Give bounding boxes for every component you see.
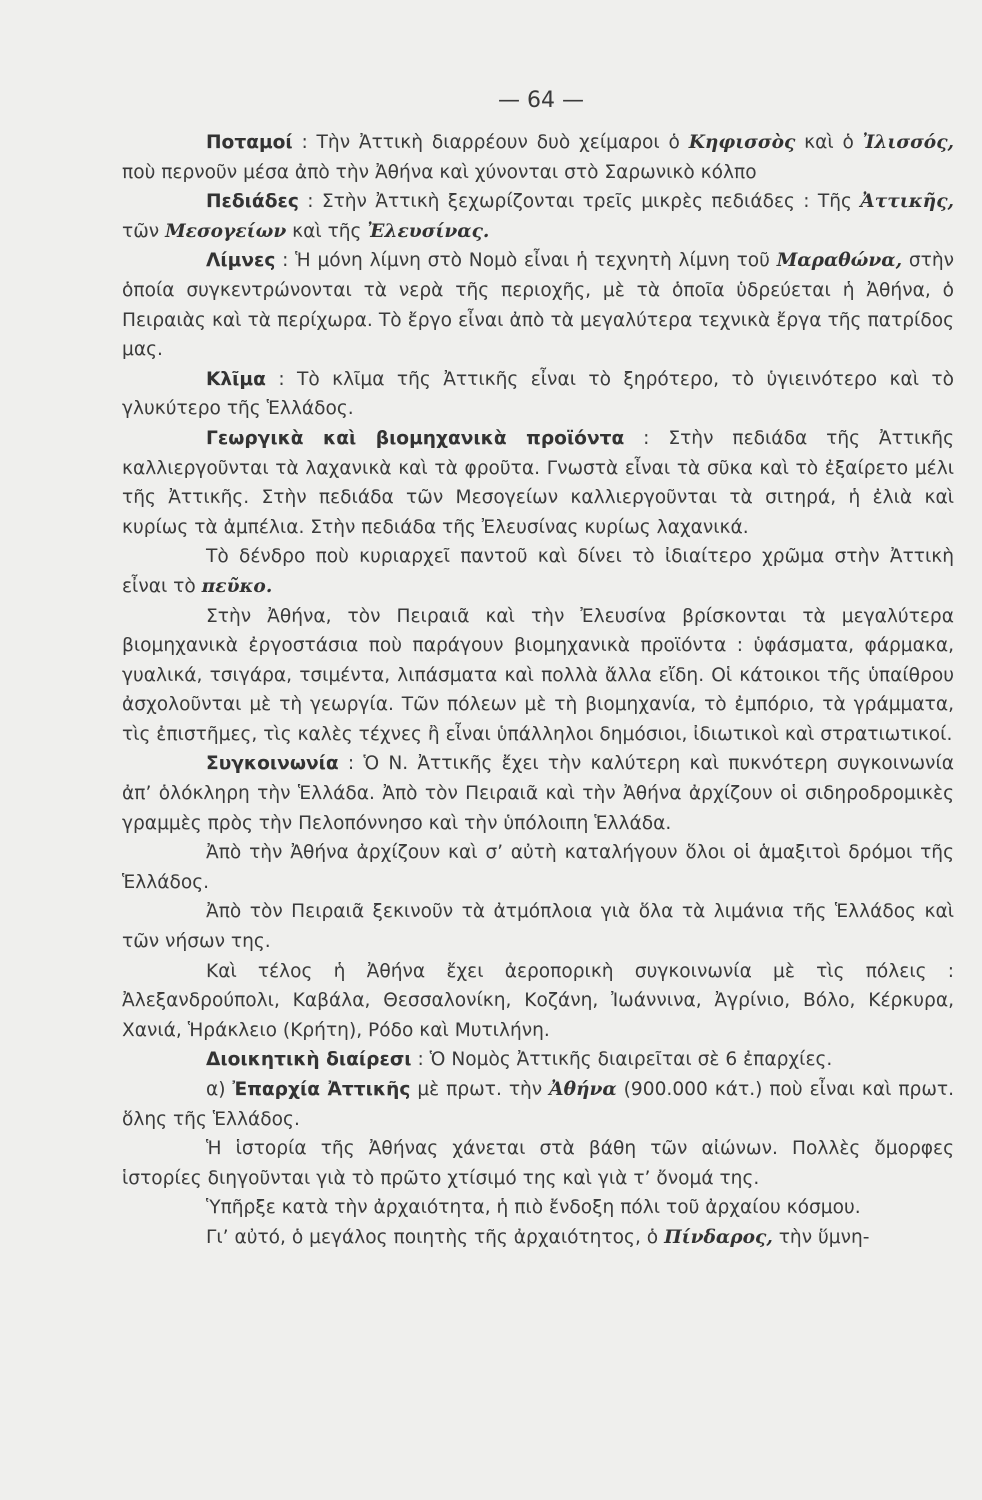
emphasized-term: Ἰλισσός,	[862, 132, 954, 153]
paragraph	[122, 187, 954, 246]
paragraph-text: : Ὁ Ν. Ἀττικῆς ἔχει τὴν καλύτερη καὶ πυκνότερη συγκοινωνία ἀπ’ ὁλόκληρη τὴν Ἑλλάδα. Ἀπὸ τὸν Πειραιᾶ καὶ τὴν Ἀθήνα ἀρχίζουν οἱ σιδηροδρομικὲς γραμμὲς πρὸς τὴν Πελοπόννησο καὶ τὴν ὑπόλοιπη Ἑλλάδα.	[122, 753, 954, 834]
paragraph	[122, 1223, 954, 1253]
section-heading: Γεωργικὰ καὶ βιομηχανικὰ προϊόντα	[206, 427, 625, 449]
paragraph-text: : Ἡ μόνη λίμνη στὸ Νομὸ εἶναι ἡ τεχνητὴ λίμνη τοῦ	[275, 250, 777, 272]
page-text	[122, 128, 954, 1253]
paragraph-text: Ἡ ἱστορία τῆς Ἀθήνας χάνεται στὰ βάθη τῶν αἰώνων. Πολλὲς ὄμορφες ἱστορίες διηγοῦνται γιὰ τὸ πρῶτο χτίσιμό της καὶ γιὰ τ’ ὄνομά της.	[122, 1138, 954, 1189]
paragraph-text: τὴν ὕμνη-	[772, 1226, 870, 1248]
emphasized-term: Ἀθήνα	[549, 1079, 617, 1100]
paragraph-text: ποὺ περνοῦν μέσα ἀπὸ τὴν Ἀθήνα καὶ χύνονται στὸ Σαρωνικὸ κόλπο	[122, 161, 757, 183]
section-heading: Ποταμοί	[206, 132, 293, 153]
section-heading: Κλῖμα	[206, 368, 266, 390]
paragraph	[122, 897, 954, 956]
paragraph	[122, 602, 954, 750]
paragraph	[122, 1193, 954, 1223]
section-heading: Διοικητικὴ διαίρεσι	[206, 1049, 412, 1071]
paragraph	[122, 246, 954, 364]
paragraph-text: Τὸ δένδρο ποὺ κυριαρχεῖ παντοῦ καὶ δίνει τὸ ἰδιαίτερο χρῶμα στὴν Ἀττικὴ εἶναι τὸ	[122, 546, 954, 597]
paragraph-text: καὶ τῆς	[286, 220, 368, 242]
section-heading: Ἐπαρχία Ἀττικῆς	[232, 1079, 411, 1100]
paragraph-text: α)	[206, 1079, 233, 1100]
paragraph	[122, 838, 954, 897]
emphasized-term: Πίνδαρος,	[664, 1226, 773, 1248]
paragraph	[122, 542, 954, 601]
page-number: — 64 —	[498, 88, 584, 113]
paragraph	[122, 957, 954, 1046]
paragraph-text: Στὴν Ἀθήνα, τὸν Πειραιᾶ καὶ τὴν Ἐλευσίνα βρίσκονται τὰ μεγαλύτερα βιομηχανικὰ ἐργοστάσια ποὺ παράγουν βιομηχανικὰ προϊόντα : ὑφάσματα, φάρμακα, γυαλικά, τσιγάρα, τσιμέντα, λιπάσματα καὶ πολλὰ ἄλλα εἴδη. Οἱ κάτοικοι τῆς ὑπαίθρου ἀσχολοῦνται μὲ τὴ γεωργία. Τῶν πόλεων μὲ τὴ βιομηχανία, τὸ ἐμπόριο, τὰ γράμματα, τὶς ἐπιστῆμες, τὶς καλὲς τέχνες ἢ εἶναι ὑπάλληλοι δημόσιοι, ἰδιωτικοὶ καὶ στρατιωτικοί.	[122, 605, 954, 745]
emphasized-term: Κηφισσὸς	[688, 132, 796, 153]
paragraph-text: : Στὴν Ἀττικὴ ξεχωρίζονται τρεῖς μικρὲς πεδιάδες : Τῆς	[298, 191, 861, 213]
paragraph	[122, 1134, 954, 1193]
section-heading: Συγκοινωνία	[206, 753, 339, 775]
paragraph-text: : Τὴν Ἀττικὴ διαρρέουν δυὸ χείμαροι ὁ	[292, 132, 689, 153]
emphasized-term: Ἐλευσίνας.	[367, 220, 490, 242]
paragraph-text: : Ὁ Νομὸς Ἀττικῆς διαιρεῖται σὲ 6 ἐπαρχίες.	[411, 1049, 833, 1071]
paragraph	[122, 1045, 954, 1075]
paragraph-text: Ἀπὸ τὸν Πειραιᾶ ξεκινοῦν τὰ ἀτμόπλοια γιὰ ὅλα τὰ λιμάνια τῆς Ἑλλάδος καὶ τῶν νήσων της.	[122, 901, 954, 953]
paragraph-text: τῶν	[122, 220, 166, 242]
paragraph	[122, 1075, 954, 1134]
section-heading: Λίμνες	[206, 250, 276, 272]
paragraph-text: Ἀπὸ τὴν Ἀθήνα ἀρχίζουν καὶ σ’ αὐτὴ καταλήγουν ὅλοι οἱ ἁμαξιτοὶ δρόμοι τῆς Ἑλλάδος.	[122, 842, 954, 893]
paragraph-text: στὴν ὁποία συγκεντρώνονται τὰ νερὰ τῆς περιοχῆς, μὲ τὰ ὁποῖα ὑδρεύεται ἡ Ἀθήνα, ὁ Πειραιὰς καὶ τὰ περίχωρα. Τὸ ἔργο εἶναι ἀπὸ τὰ μεγαλύτερα τεχνικὰ ἔργα τῆς πατρίδος μας.	[122, 250, 954, 361]
paragraph-text: καὶ ὁ	[795, 132, 863, 153]
emphasized-term: Ἀττικῆς,	[860, 191, 954, 213]
paragraph-text: Γι’ αὐτό, ὁ μεγάλος ποιητὴς τῆς ἀρχαιότητος, ὁ	[206, 1226, 665, 1248]
paragraph	[122, 424, 954, 542]
emphasized-term: πεῦκο.	[201, 575, 273, 597]
emphasized-term: Μεσογείων	[165, 220, 287, 242]
paragraph-text: Ὑπῆρξε κατὰ τὴν ἀρχαιότητα, ἡ πιὸ ἔνδοξη πόλι τοῦ ἀρχαίου κόσμου.	[206, 1197, 861, 1219]
paragraph	[122, 128, 954, 187]
paragraph-text: (900.000 κάτ.) ποὺ εἶναι καὶ πρωτ. ὅλης τῆς Ἑλλάδος.	[122, 1079, 955, 1130]
section-heading: Πεδιάδες	[206, 191, 299, 213]
emphasized-term: Μαραθώνα,	[776, 250, 903, 272]
paragraph-text: Καὶ τέλος ἡ Ἀθήνα ἔχει ἀεροπορικὴ συγκοινωνία μὲ τὶς πόλεις : Ἀλεξανδρούπολι, Καβάλα, Θεσσαλονίκη, Κοζάνη, Ἰωάννινα, Ἀγρίνιο, Βόλο, Κέρκυρα, Χανιά, Ἡράκλειο (Κρήτη), Ρόδο καὶ Μυτιλήνη.	[122, 960, 954, 1041]
paragraph-text: : Τὸ κλῖμα τῆς Ἀττικῆς εἶναι τὸ ξηρότερο, τὸ ὑγιεινότερο καὶ τὸ γλυκύτερο τῆς Ἑλλάδος.	[122, 368, 954, 420]
paragraph	[122, 749, 954, 838]
paragraph	[122, 365, 954, 424]
paragraph-text: : Στὴν πεδιάδα τῆς Ἀττικῆς καλλιεργοῦνται τὰ λαχανικὰ καὶ τὰ φροῦτα. Γνωστὰ εἶναι τὰ σῦκα καὶ τὸ ἐξαίρετο μέλι τῆς Ἀττικῆς. Στὴν πεδιάδα τῶν Μεσογείων καλλιεργοῦνται τὰ σιτηρά, ἡ ἐλιὰ καὶ κυρίως τὰ ἀμπέλια. Στὴν πεδιάδα τῆς Ἐλευσίνας κυρίως λαχανικά.	[122, 427, 954, 538]
paragraph-text: μὲ πρωτ. τὴν	[410, 1079, 550, 1100]
